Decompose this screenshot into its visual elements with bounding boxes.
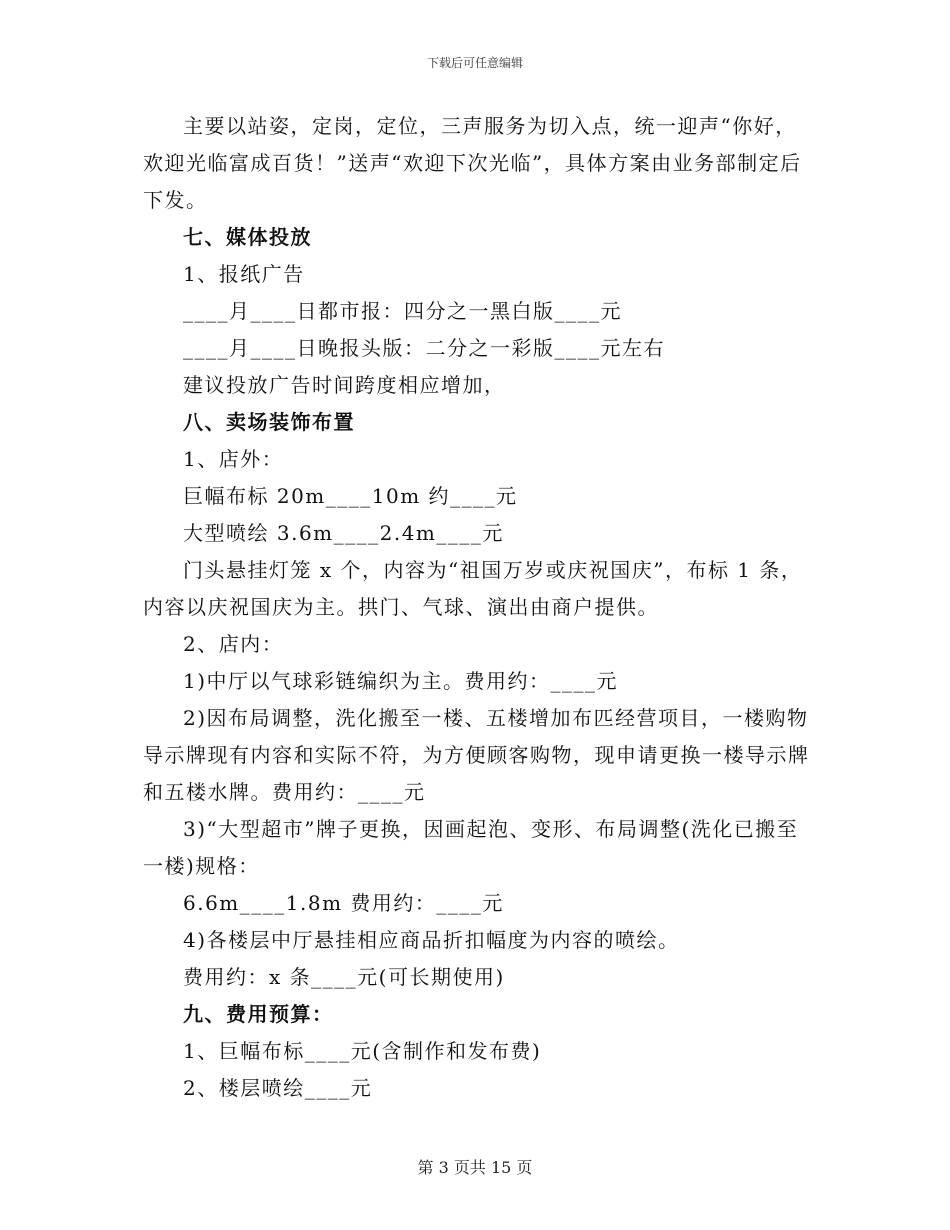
body-paragraph: 3)“大型超市”牌子更换，因画起泡、变形、布局调整(洗化已搬至一楼)规格：	[143, 817, 799, 878]
page-footer: 第 3 页共 15 页	[417, 1158, 533, 1177]
section-heading: 七、媒体投放	[183, 225, 312, 249]
body-paragraph: 主要以站姿，定岗，定位，三声服务为切入点，统一迎声“你好，欢迎光临富成百货！”送声“欢迎下次光临”，具体方案由业务部制定后下发。	[143, 114, 802, 212]
body-paragraph: 建议投放广告时间跨度相应增加，	[183, 373, 506, 397]
body-paragraph: ____月____日晚报头版：二分之一彩版____元左右	[183, 336, 665, 360]
body-paragraph: 1、巨幅布标____元(含制作和发布费)	[183, 1039, 542, 1063]
section-heading: 九、费用预算：	[183, 1002, 334, 1026]
page-header: 下载后可任意编辑	[426, 56, 523, 70]
body-paragraph: 巨幅布标 20m____10m 约____元	[183, 484, 518, 508]
body-paragraph: 1、报纸广告	[183, 262, 305, 286]
body-paragraph: 大型喷绘 3.6m____2.4m____元	[183, 521, 504, 545]
body-paragraph: 1)中厅以气球彩链编织为主。费用约：____元	[183, 669, 619, 693]
body-paragraph: 2)因布局调整，洗化搬至一楼、五楼增加布匹经营项目，一楼购物导示牌现有内容和实际不符，为方便顾客购物，现申请更换一楼导示牌和五楼水牌。费用约：____元	[143, 706, 810, 804]
body-paragraph: 费用约：x 条____元(可长期使用)	[183, 965, 505, 989]
body-paragraph: 2、店内：	[183, 632, 284, 656]
body-paragraph: ____月____日都市报：四分之一黑白版____元	[183, 299, 622, 323]
body-paragraph: 4)各楼层中厅悬挂相应商品折扣幅度为内容的喷绘。	[183, 928, 680, 952]
body-paragraph: 6.6m____1.8m 费用约：____元	[183, 891, 504, 915]
body-paragraph: 1、店外：	[183, 447, 284, 471]
body-paragraph: 门头悬挂灯笼 x 个，内容为“祖国万岁或庆祝国庆”，布标 1 条，内容以庆祝国庆为主。拱门、气球、演出由商户提供。	[143, 558, 803, 619]
body-paragraph: 2、楼层喷绘____元	[183, 1076, 373, 1100]
document-body	[143, 108, 813, 1107]
section-heading: 八、卖场装饰布置	[183, 410, 355, 434]
